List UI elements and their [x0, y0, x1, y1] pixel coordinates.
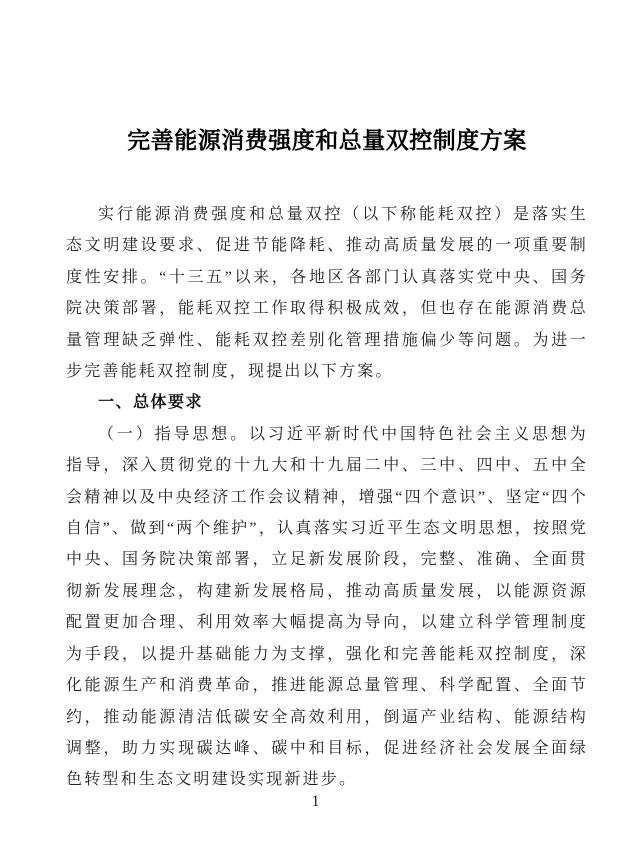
document-content — [66, 0, 588, 796]
section-heading-1: 一、总体要求 — [98, 394, 204, 412]
document-body — [66, 199, 588, 796]
paragraph-guiding-ideology: （一）指导思想。以习近平新时代中国特色社会主义思想为指导，深入贯彻党的十九大和十九届二中、三中、四中、五中全会精神以及中央经济工作会议精神，增强“四个意识”、坚定“四个自信”、做到“两个维护”，认真落实习近平生态文明思想，按照党中央、国务院决策部署，立足新发展阶段，完整、准确、全面贯彻新发展理念，构建新发展格局，推动高质量发展，以能源资源配置更加合理、利用效率大幅提高为导向，以建立科学管理制度为手段，以提升基础能力为支撑，强化和完善能耗双控制度，深化能源生产和消费革命，推进能源总量管理、科学配置、全面节约，推动能源清洁低碳安全高效利用，倒逼产业结构、能源结构调整，助力实现碳达峰、碳中和目标，促进经济社会发展全面绿色转型和生态文明建设实现新进步。 — [66, 425, 588, 789]
page-number: 1 — [311, 793, 320, 810]
document-title: 完善能源消费强度和总量双控制度方案 — [127, 128, 527, 153]
paragraph-intro: 实行能源消费强度和总量双控（以下称能耗双控）是落实生态文明建设要求、促进节能降耗、推动高质量发展的一项重要制度性安排。“十三五”以来，各地区各部门认真落实党中央、国务院决策部署，能耗双控工作取得积极成效，但也存在能源消费总量管理缺乏弹性、能耗双控差别化管理措施偏少等问题。为进一步完善能耗双控制度，现提出以下方案。 — [66, 206, 588, 381]
